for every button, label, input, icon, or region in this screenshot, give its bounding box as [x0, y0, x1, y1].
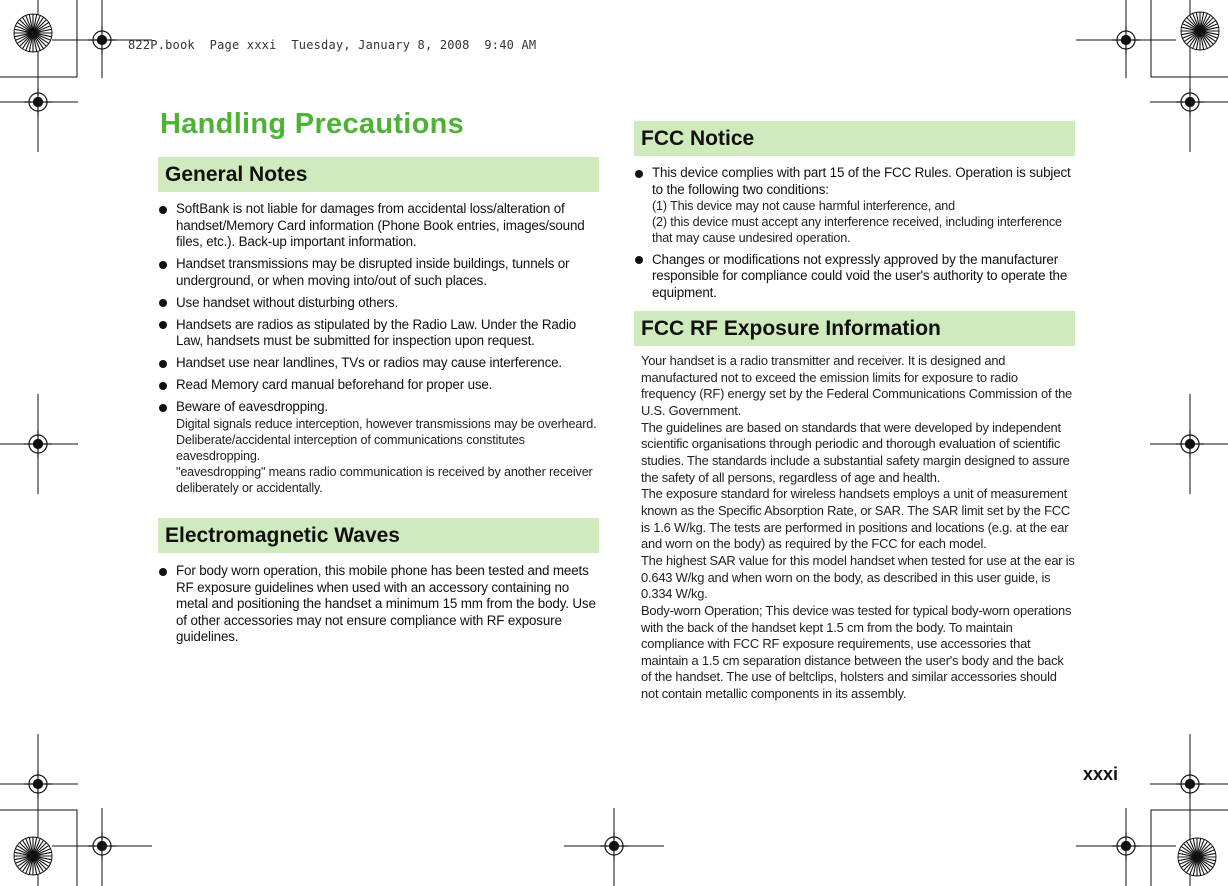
page-number: xxxi [1082, 764, 1118, 784]
bullet-icon [159, 404, 167, 412]
list-item-text: Beware of eavesdropping. [176, 399, 328, 415]
bullet-icon [159, 568, 167, 576]
list-item [158, 355, 599, 372]
fcc-rf-body [634, 353, 1075, 703]
list-item-note: (1) This device may not cause harmful interference, and [652, 199, 956, 214]
paragraph: The guidelines are based on standards that were developed by independent scientific organisations through periodic and thorough evaluation of scientific studies. The standards include a substantial safety margin designed to assure the safety of all persons, regardless of age and health. [641, 419, 1070, 485]
list-item-text: Handsets are radios as stipulated by the Radio Law. Under the Radio Law, handsets must be submitted for inspection upon request. [176, 316, 577, 349]
electromagnetic-list [158, 563, 599, 646]
fcc-notice-heading: FCC Notice [634, 121, 1075, 156]
list-item [158, 399, 599, 496]
electromagnetic-section [158, 518, 599, 651]
list-item [158, 201, 599, 251]
paragraph: Your handset is a radio transmitter and receiver. It is designed and manufactured not to exceed the emission limits for exposure to radio frequency (RF) energy set by the Federal Communications Commission of the U.S. Government. [641, 353, 1073, 418]
bullet-icon [635, 170, 643, 178]
list-item-text: Read Memory card manual beforehand for proper use. [176, 377, 493, 393]
fcc-rf-section [634, 311, 1075, 703]
list-item-text: For body worn operation, this mobile phone has been tested and meets RF exposure guidelines when used with an accessory containing no metal and positioning the handset a minimum 15 mm from the body. Use of other accessories may not ensure compliance with RF exposure guidelines. [176, 563, 596, 645]
list-item-text: This device complies with part 15 of the FCC Rules. Operation is subject to the following two conditions: [652, 165, 1071, 197]
list-item-note: "eavesdropping" means radio communication is received by another receiver deliberately or accidentally. [176, 464, 593, 495]
general-notes-section [158, 157, 599, 501]
bullet-icon [635, 256, 643, 264]
list-item [634, 252, 1075, 302]
paragraph: The exposure standard for wireless handsets employs a unit of measurement known as the Specific Absorption Rate, or SAR. The SAR limit set by the FCC is 1.6 W/kg. The tests are performed in positions and locations (e.g. at the ear and worn on the body) as required by the FCC for each model. [641, 486, 1070, 552]
list-item-note: (2) this device must accept any interference received, including interference that may cause undesired operation. [652, 215, 1062, 246]
general-notes-list [158, 201, 599, 496]
paragraph: Body-worn Operation; This device was tested for typical body-worn operations with the back of the handset kept 1.5 cm from the body. To maintain compliance with FCC RF exposure requirements, use accessories that maintain a 1.5 cm separation distance between the user's body and the back of the handset. The use of beltclips, holsters and similar accessories should not contain metallic components in its assembly. [641, 602, 1072, 702]
list-item [158, 256, 599, 289]
bullet-icon [159, 321, 167, 329]
electromagnetic-heading: Electromagnetic Waves [158, 518, 599, 553]
list-item [158, 317, 599, 350]
list-item-text: SoftBank is not liable for damages from accidental loss/alteration of handset/Memory Card information (Phone Book entries, images/sound files, etc.). Back-up important information. [176, 201, 585, 250]
bullet-icon [159, 261, 167, 269]
bullet-icon [159, 382, 167, 390]
list-item [158, 563, 599, 646]
print-slug: 822P.book Page xxxi Tuesday, January 8, 2008 9:40 AM [128, 38, 537, 52]
list-item-text: Handset transmissions may be disrupted inside buildings, tunnels or underground, or when moving into/out of such places. [176, 256, 570, 288]
bullet-icon [159, 206, 167, 214]
fcc-notice-list [634, 165, 1075, 301]
bullet-icon [159, 299, 167, 307]
list-item-note: Digital signals reduce interception, however transmissions may be overheard. Deliberate/accidental interception of communications constitutes eavesdropping. [176, 416, 597, 463]
list-item-text: Changes or modifications not expressly approved by the manufacturer responsible for compliance could void the user's authority to operate the equipment. [652, 251, 1068, 300]
list-item [158, 295, 599, 312]
list-item-text: Handset use near landlines, TVs or radios may cause interference. [176, 355, 562, 371]
list-item [634, 165, 1075, 246]
list-item-text: Use handset without disturbing others. [176, 294, 399, 310]
paragraph: The highest SAR value for this model handset when tested for use at the ear is 0.643 W/kg and when worn on the body, as described in this user guide, is 0.334 W/kg. [641, 552, 1075, 602]
page-title: Handling Precautions [160, 108, 465, 140]
list-item [158, 377, 599, 394]
bullet-icon [159, 360, 167, 368]
general-notes-heading: General Notes [158, 157, 599, 192]
fcc-rf-heading: FCC RF Exposure Information [634, 311, 1075, 346]
fcc-notice-section [634, 121, 1075, 307]
